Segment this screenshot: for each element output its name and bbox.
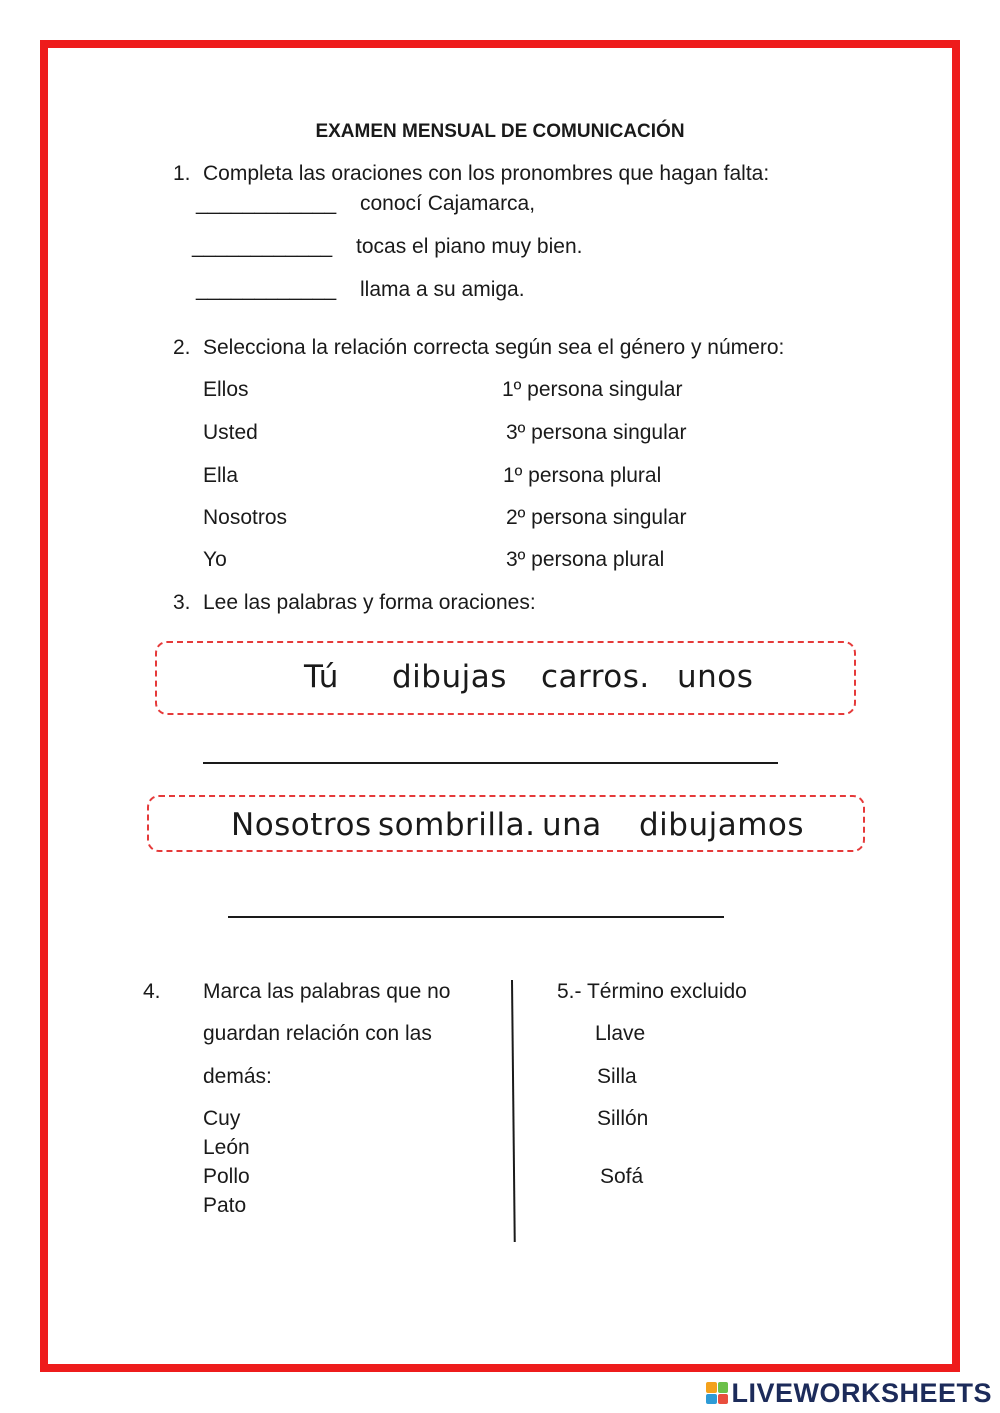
word-box-2-word-4: dibujamos (639, 807, 805, 843)
q2-prompt: Selecciona la relación correcta según sea el género y número: (203, 336, 785, 359)
q1-sentence-2: tocas el piano muy bien. (356, 235, 583, 258)
word-box-1-word-2: dibujas (392, 659, 507, 695)
logo-cell (718, 1382, 729, 1393)
q3-number: 3. (173, 591, 191, 614)
q2-person-5[interactable]: 3º persona plural (506, 548, 665, 571)
q2-pronoun-3[interactable]: Ella (203, 464, 239, 487)
q2-pronoun-4[interactable]: Nosotros (203, 506, 288, 529)
q2-pronoun-5[interactable]: Yo (203, 548, 227, 571)
q4-word-1[interactable]: Cuy (203, 1107, 241, 1130)
word-box-1-word-4: unos (677, 659, 754, 695)
q1-sentence-3: llama a su amiga. (360, 278, 525, 301)
q4-prompt-line-1: Marca las palabras que no (203, 980, 451, 1003)
word-box-1-word-3: carros. (541, 659, 650, 695)
word-box-2-word-2: sombrilla. (378, 807, 536, 843)
page-title: EXAMEN MENSUAL DE COMUNICACIÓN (315, 121, 685, 142)
q4-number: 4. (143, 980, 161, 1003)
logo-cell (718, 1394, 729, 1405)
q2-pronoun-1[interactable]: Ellos (203, 378, 249, 401)
q1-prompt: Completa las oraciones con los pronombres que hagan falta: (203, 162, 770, 185)
q2-pronoun-2[interactable]: Usted (203, 421, 258, 444)
q4-prompt-line-2: guardan relación con las (203, 1022, 432, 1045)
word-box-2-word-3: una (542, 807, 602, 843)
logo-cell (706, 1394, 717, 1405)
q1-blank-1[interactable]: ____________ (196, 192, 337, 215)
word-box-1 (155, 641, 856, 715)
q4-prompt-line-3: demás: (203, 1065, 272, 1088)
q5-heading: 5.- Término excluido (557, 980, 747, 1003)
q3-prompt: Lee las palabras y forma oraciones: (203, 591, 536, 614)
word-box-2 (147, 795, 865, 852)
q2-person-3[interactable]: 1º persona plural (503, 464, 662, 487)
answer-line-2[interactable] (228, 916, 724, 918)
q5-word-3[interactable]: Sillón (597, 1107, 649, 1130)
word-box-1-word-1: Tú (304, 659, 339, 695)
q2-number: 2. (173, 336, 191, 359)
q5-word-1[interactable]: Llave (595, 1022, 646, 1045)
q1-blank-2[interactable]: ____________ (192, 235, 333, 258)
q2-person-1[interactable]: 1º persona singular (502, 378, 683, 401)
q4-word-4[interactable]: Pato (203, 1194, 247, 1217)
q1-blank-3[interactable]: ____________ (196, 278, 337, 301)
q1-sentence-1: conocí Cajamarca, (360, 192, 536, 215)
q5-word-2[interactable]: Silla (597, 1065, 637, 1088)
logo-text: LIVEWORKSHEETS (731, 1377, 992, 1408)
q4-word-2[interactable]: León (203, 1136, 250, 1159)
q2-person-2[interactable]: 3º persona singular (506, 421, 687, 444)
word-box-2-word-1: Nosotros (231, 807, 372, 843)
q4-word-3[interactable]: Pollo (203, 1165, 250, 1188)
logo-grid-icon (706, 1382, 728, 1404)
logo-cell (706, 1382, 717, 1393)
answer-line-1[interactable] (203, 762, 778, 764)
q5-word-4[interactable]: Sofá (600, 1165, 644, 1188)
q2-person-4[interactable]: 2º persona singular (506, 506, 687, 529)
liveworksheets-logo (706, 1378, 992, 1408)
q1-number: 1. (173, 162, 191, 185)
